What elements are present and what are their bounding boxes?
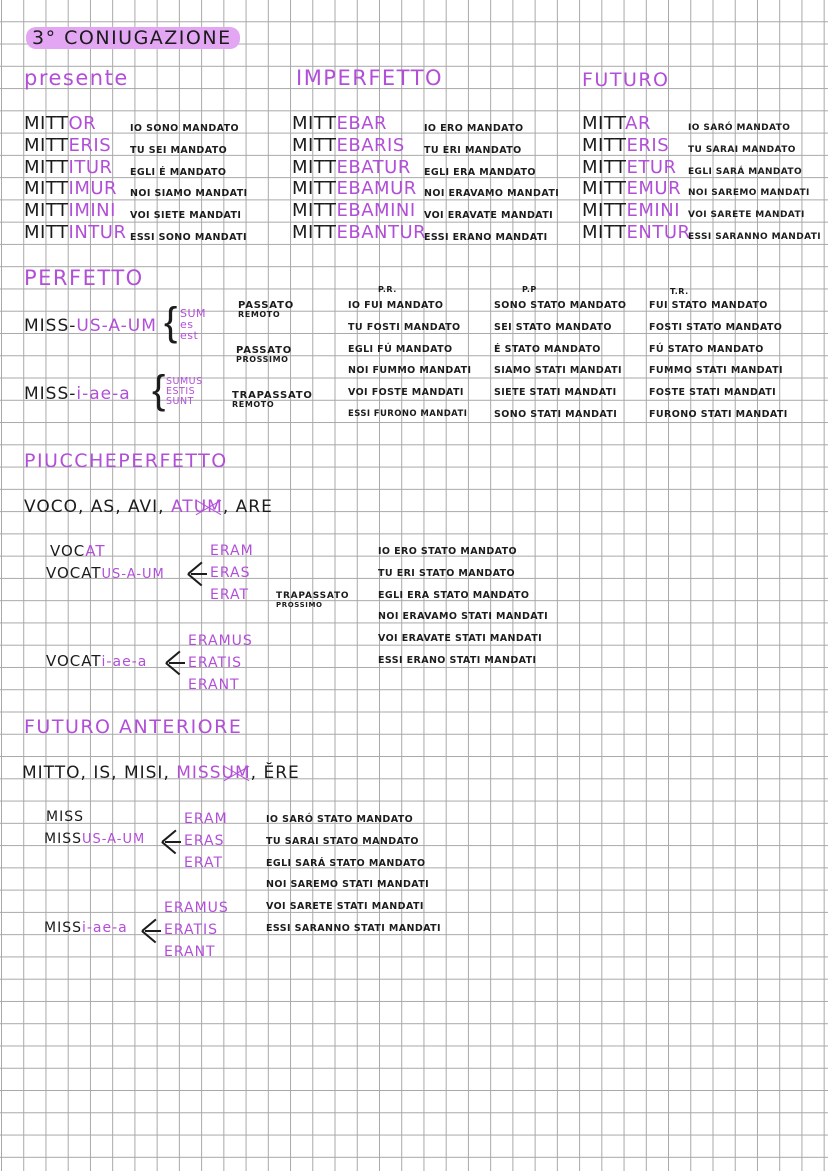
heading-piuccheperfetto: PIUCCHEPERFETTO [24, 450, 228, 472]
translation: NOI SAREMO STATI MANDATI [266, 879, 430, 891]
futuro-row: MITTEMINI [582, 200, 681, 222]
perfetto-pr-column [348, 295, 471, 426]
label-trapassato-remoto: TRAPASSATO REMOTO [232, 390, 313, 409]
futant-translations [266, 809, 441, 940]
presente-row: MITTOR [24, 113, 97, 134]
heading-perfetto: PERFETTO [24, 266, 144, 290]
presente-row: MITTIMINI [24, 200, 116, 222]
column-header-tr: T.R. [670, 287, 689, 296]
futuro-row: MITTENTUR [582, 221, 691, 243]
futant-plural-form: MISSi-ae-a [44, 920, 128, 936]
principal-parts-mitto: MITTO, IS, MISI, MISSUM, ĔRE [22, 763, 300, 783]
translation: IO FUI MANDATO [348, 300, 444, 311]
imperfetto-row: MITTEBAMUR [292, 178, 417, 200]
page-title-text: 3° CONIUGAZIONE [26, 27, 240, 49]
imperfetto-row: MITTEBARIS [292, 134, 405, 156]
translation: VOI SARETE STATI MANDATI [266, 901, 424, 913]
strikethrough: UM [221, 763, 251, 783]
translation: VOI ERAVATE STATI MANDATI [378, 633, 543, 645]
translation: FOSTI STATO MANDATO [649, 321, 783, 333]
translation: IO SARÓ STATO MANDATO [266, 814, 414, 825]
translation: TU FOSTI MANDATO [348, 321, 461, 333]
presente-row: MITTITUR [24, 156, 113, 178]
translation: TU ERI MANDATO [424, 144, 522, 156]
translation: ESSI ERANO MANDATI [424, 231, 548, 243]
futuro-row: MITTAR [582, 113, 651, 134]
translation: É STATO MANDATO [494, 343, 601, 355]
label-trapassato-prossimo: TRAPASSATO PROSSIMO [276, 591, 350, 609]
presente-table [24, 113, 126, 244]
translation: EGLI ERA MANDATO [424, 166, 536, 178]
translation: ESSI ERANO STATI MANDATI [378, 654, 537, 666]
label-passato-prossimo: PASSATO PROSSIMO [236, 345, 292, 364]
perfetto-tr-column [649, 295, 788, 426]
translation: SIAMO STATI MANDATI [494, 365, 622, 377]
translation: NOI FUMMO MANDATI [348, 365, 472, 377]
translation: SEI STATO MANDATO [494, 321, 612, 333]
perfetto-plural-form: MISS-i-ae-a [24, 384, 131, 404]
translation: VOI FOSTE MANDATI [348, 387, 464, 399]
brace-icon: { [152, 368, 166, 412]
translation: VOI SARETE MANDATI [688, 210, 805, 221]
futant-singular-form: MISSUS-A-UM [44, 831, 146, 847]
translation: EGLI SARÁ STATO MANDATO [266, 857, 426, 869]
piucche-aux-plural: ERAMUS ERATIS ERANT [188, 633, 253, 693]
translation: ESSI FURONO MANDATI [348, 408, 468, 419]
translation: IO SONO MANDATO [130, 123, 239, 134]
translation: NOI SIAMO MANDATI [130, 188, 248, 200]
column-header-pp: P.P [522, 285, 537, 294]
translation: SIETE STATI MANDATI [494, 387, 617, 399]
imperfetto-row: MITTEBAR [292, 113, 388, 134]
translation: FÚ STATO MANDATO [649, 343, 764, 355]
presente-translations [130, 118, 248, 249]
futuro-row: MITTEMUR [582, 178, 682, 200]
piucche-aux-singular: ERAM ERAS ERAT [210, 543, 254, 603]
translation: FOSTE STATI MANDATI [649, 387, 777, 399]
heading-presente: presente [24, 66, 129, 90]
translation: NOI ERAVAMO STATI MANDATI [378, 611, 549, 623]
translation: ESSI SARANNO STATI MANDATI [266, 922, 441, 934]
translation: ESSI SONO MANDATI [130, 231, 247, 243]
heading-imperfetto: IMPERFETTO [296, 66, 443, 90]
translation: IO ERO STATO MANDATO [378, 546, 517, 557]
heading-futuro-anteriore: FUTURO ANTERIORE [24, 716, 243, 738]
imperfetto-row: MITTEBAMINI [292, 200, 416, 222]
translation: VOI SIETE MANDATI [130, 210, 242, 222]
translation: TU SARAI STATO MANDATO [266, 835, 419, 847]
presente-row: MITTIMUR [24, 178, 118, 200]
page-title [26, 27, 240, 49]
perfetto-pp-column [494, 295, 626, 426]
imperfetto-table [292, 113, 426, 244]
imperfetto-row: MITTEBANTUR [292, 221, 427, 243]
translation: IO SARÓ MANDATO [688, 123, 791, 133]
futant-aux-plural: ERAMUS ERATIS ERANT [164, 900, 229, 960]
imperfetto-row: MITTEBATUR [292, 156, 411, 178]
piucche-singular-form: VOCATUS-A-UM [46, 564, 165, 582]
piucche-plural-form: VOCATi-ae-a [46, 652, 148, 670]
futant-aux-singular: ERAM ERAS ERAT [184, 811, 228, 871]
brace-icon: { [164, 300, 178, 344]
stem-vocat: VOCAT [50, 542, 106, 560]
presente-row: MITTERIS [24, 134, 112, 156]
translation: TU SEI MANDATO [130, 144, 228, 156]
translation: IO ERO MANDATO [424, 123, 524, 134]
translation: ESSI SARANNO MANDATI [688, 231, 822, 242]
column-header-pr: P.R. [378, 285, 397, 294]
label-passato-remoto: PASSATO REMOTO [238, 300, 294, 319]
translation: NOI ERAVAMO MANDATI [424, 188, 560, 200]
translation: TU SARAI MANDATO [688, 144, 796, 155]
futuro-translations [688, 118, 821, 249]
futuro-table [582, 113, 691, 244]
perfetto-singular-form: MISS-US-A-UM [24, 316, 157, 336]
stem-miss: MISS [46, 809, 84, 825]
translation: FURONO STATI MANDATI [649, 408, 788, 420]
futuro-row: MITTETUR [582, 156, 677, 178]
translation: EGLI FÚ MANDATO [348, 343, 453, 355]
imperfetto-translations [424, 118, 559, 249]
principal-parts-voco: VOCO, AS, AVI, ATUM, ARE [24, 497, 273, 517]
translation: VOI ERAVATE MANDATI [424, 210, 554, 222]
presente-row: MITTINTUR [24, 221, 127, 243]
translation: EGLI É MANDATO [130, 166, 227, 178]
translation: NOI SAREMO MANDATI [688, 188, 810, 199]
translation: EGLI ERA STATO MANDATO [378, 589, 530, 601]
piucche-translations [378, 541, 548, 672]
perfetto-aux-plural: SUMUS ESTIS SUNT [166, 376, 203, 407]
translation: FUI STATO MANDATO [649, 300, 768, 311]
translation: TU ERI STATO MANDATO [378, 567, 516, 579]
translation: EGLI SARÁ MANDATO [688, 166, 803, 177]
heading-futuro: FUTURO [582, 69, 670, 91]
futuro-row: MITTERIS [582, 134, 670, 156]
translation: FUMMO STATI MANDATI [649, 365, 783, 377]
translation: SONO STATI MANDATI [494, 408, 618, 420]
perfetto-aux-singular: SUM es est [180, 307, 207, 342]
strikethrough: UM [193, 497, 223, 517]
translation: SONO STATO MANDATO [494, 300, 627, 311]
